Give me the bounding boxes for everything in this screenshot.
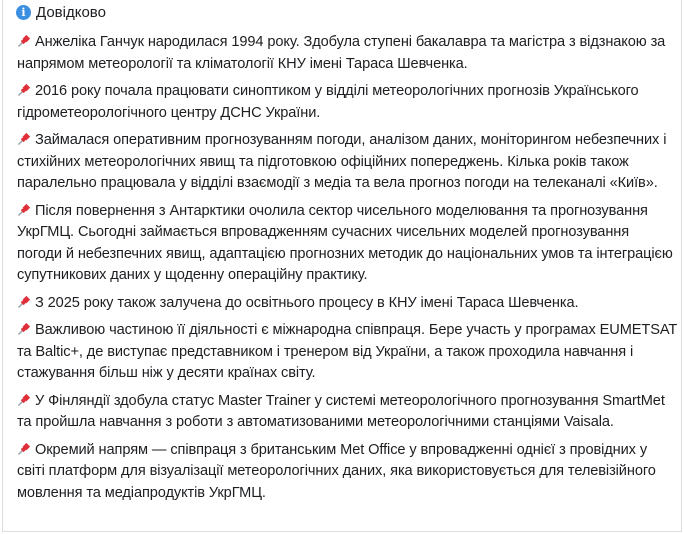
pushpin-icon	[17, 321, 32, 336]
paragraph	[17, 32, 677, 75]
paragraph	[17, 391, 677, 434]
pushpin-icon	[17, 131, 32, 146]
pushpin-icon	[17, 33, 32, 48]
paragraph-text: З 2025 року також залучена до освітнього процесу в КНУ імені Тараса Шевченка.	[35, 294, 579, 311]
card-body	[17, 32, 677, 510]
paragraph	[17, 320, 677, 385]
pushpin-icon	[17, 82, 32, 97]
header-title: Довідково	[36, 4, 106, 21]
paragraph	[17, 201, 677, 287]
paragraph-text: Окремий напрям — співпраця з британським Met Office у впровадженні однієї з провідних у світі платформ для візуалізації метеорологічних даних, яка використовується для телевізійного мовлення та медіапродуктів УкрГМЦ.	[17, 441, 656, 501]
paragraph	[17, 440, 677, 505]
paragraph	[17, 130, 677, 195]
pushpin-icon	[17, 202, 32, 217]
paragraph-text: Анжеліка Ганчук народилася 1994 року. Здобула ступені бакалавра та магістра з відзнакою за напрямом метеорології та кліматології КНУ імені Тараса Шевченка.	[17, 34, 666, 72]
info-icon: i	[16, 5, 31, 20]
paragraph	[17, 81, 677, 124]
card-header	[16, 4, 106, 21]
paragraph-text: 2016 року почала працювати синоптиком у відділі метеорологічних прогнозів Українського гідрометеорологічного центру ДСНС України.	[17, 83, 639, 121]
pushpin-icon	[17, 294, 32, 309]
paragraph	[17, 293, 677, 315]
pushpin-icon	[17, 392, 32, 407]
pushpin-icon	[17, 441, 32, 456]
paragraph-text: Після повернення з Антарктики очолила сектор чисельного моделювання та прогнозування УкрГМЦ. Сьогодні займається впровадженням сучасних чисельних моделей прогнозування погоди й небезпечних явищ, адаптацією прогнозних методик до національних умов та інтеграцією супутникових даних у щоденну операційну практику.	[17, 202, 673, 283]
info-card	[2, 0, 682, 532]
paragraph-text: У Фінляндії здобула статус Master Trainer у системі метеорологічного прогнозування SmartMet та пройшла навчання з роботи з автоматизованими метеорологічними станціями Vaisala.	[17, 392, 665, 430]
paragraph-text: Займалася оперативним прогнозуванням погоди, аналізом даних, моніторингом небезпечних і стихійних метеорологічних явищ та підготовкою офіційних попереджень. Кілька років також паралельно працювала у відділі взаємодії з медіа та вела прогноз погоди на телеканалі «Київ».	[17, 132, 667, 191]
paragraph-text: Важливою частиною її діяльності є міжнародна співпраця. Бере участь у програмах EUMETSAT та Baltic+, де виступає представником і тренером від України, а також проходила навчання і стажування більш ніж у десяти країнах світу.	[17, 322, 677, 381]
